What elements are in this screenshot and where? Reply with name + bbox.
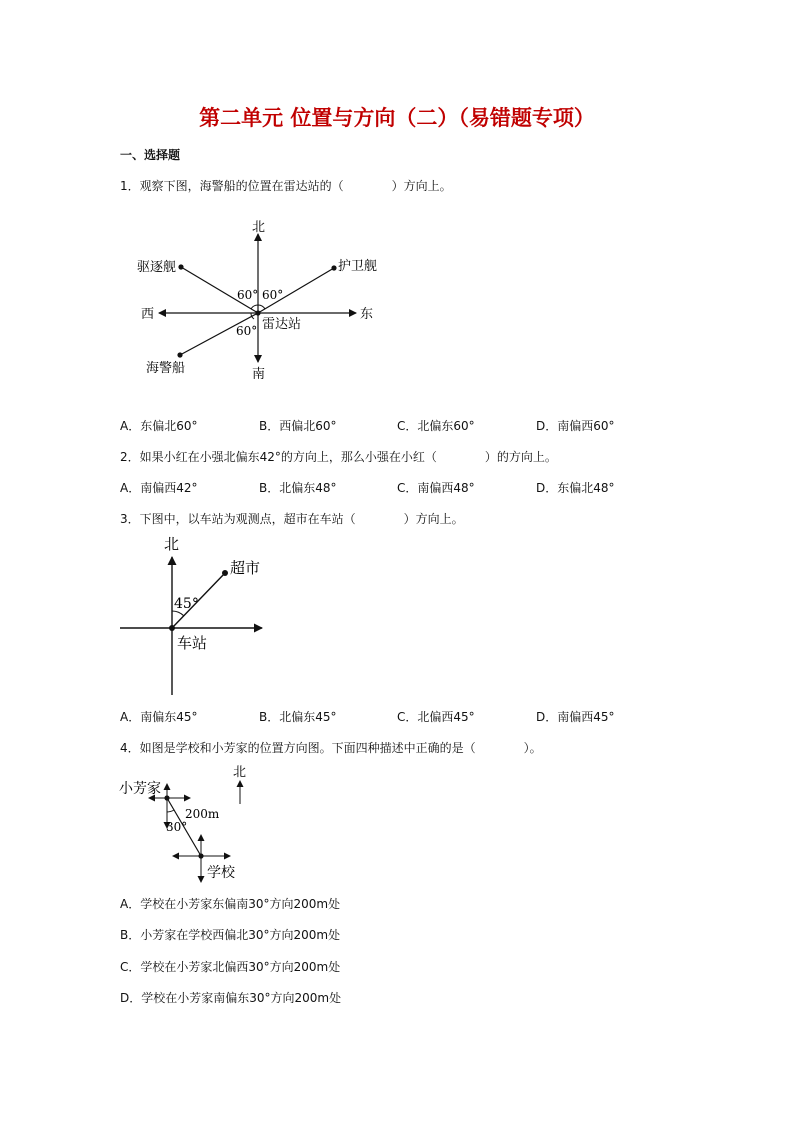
label-angle-left: 60°	[237, 288, 259, 302]
option-a[interactable]: A．南偏东45°	[120, 710, 198, 724]
option-b[interactable]: B．北偏东48°	[259, 481, 337, 495]
frigate-point	[331, 265, 336, 270]
figure-3-home-school-diagram	[115, 762, 275, 887]
option-b[interactable]: B．西偏北60°	[259, 419, 337, 433]
page-title: 第二单元 位置与方向（二）（易错题专项）	[199, 105, 595, 130]
section-heading: 一、选择题	[120, 148, 181, 162]
station-point	[169, 625, 175, 631]
school-point	[198, 853, 203, 858]
label-angle: 45°	[174, 596, 199, 612]
label-compass-north: 北	[233, 765, 247, 780]
option-a[interactable]: A．东偏北60°	[120, 419, 198, 433]
destroyer-point	[178, 264, 183, 269]
patrol-point	[177, 352, 182, 357]
label-distance: 200m	[185, 807, 220, 821]
option-c[interactable]: C．学校在小芳家北偏西30°方向200m处	[120, 960, 341, 974]
option-c[interactable]: C．南偏西48°	[397, 481, 475, 495]
radar-point	[255, 310, 260, 315]
option-a[interactable]: A．南偏西42°	[120, 481, 198, 495]
label-radar: 雷达站	[262, 317, 302, 332]
angle-arc	[167, 810, 174, 812]
label-north: 北	[164, 535, 180, 553]
figure-2-station-diagram	[115, 530, 275, 700]
label-west: 西	[141, 307, 155, 322]
label-patrol: 海警船	[146, 361, 186, 376]
label-east: 东	[360, 307, 374, 322]
label-market: 超市	[230, 559, 261, 577]
option-d[interactable]: D．南偏西45°	[536, 710, 615, 724]
label-angle-right: 60°	[262, 288, 284, 302]
market-point	[222, 570, 228, 576]
option-d[interactable]: D．学校在小芳家南偏东30°方向200m处	[120, 991, 342, 1005]
angle-arc-right	[258, 305, 265, 309]
home-point	[164, 795, 169, 800]
question-3-stem: 3．下图中，以车站为观测点，超市在车站（ ）方向上。	[120, 512, 464, 526]
option-b[interactable]: B．北偏东45°	[259, 710, 337, 724]
question-4-stem: 4．如图是学校和小芳家的位置方向图。下面四种描述中正确的是（ ）。	[120, 741, 542, 755]
label-home: 小芳家	[119, 781, 161, 797]
question-1-stem: 1．观察下图，海警船的位置在雷达站的（ ）方向上。	[120, 179, 452, 193]
angle-arc-left	[251, 305, 258, 309]
option-b[interactable]: B．小芳家在学校西偏北30°方向200m处	[120, 928, 341, 942]
label-station: 车站	[177, 634, 208, 652]
label-frigate: 护卫舰	[338, 259, 378, 274]
label-angle: 30°	[166, 820, 188, 834]
label-angle-bottom: 60°	[236, 324, 258, 338]
label-school: 学校	[207, 865, 235, 881]
figure-1-radar-diagram	[130, 215, 390, 385]
question-2-stem: 2．如果小红在小强北偏东42°的方向上，那么小强在小红（ ）的方向上。	[120, 450, 557, 464]
option-d[interactable]: D．南偏西60°	[536, 419, 615, 433]
option-a[interactable]: A．学校在小芳家东偏南30°方向200m处	[120, 897, 341, 911]
label-destroyer: 驱逐舰	[137, 260, 177, 275]
option-c[interactable]: C．北偏西45°	[397, 710, 475, 724]
option-c[interactable]: C．北偏东60°	[397, 419, 475, 433]
label-south: 南	[252, 367, 266, 382]
option-d[interactable]: D．东偏北48°	[536, 481, 615, 495]
label-north: 北	[252, 220, 266, 235]
